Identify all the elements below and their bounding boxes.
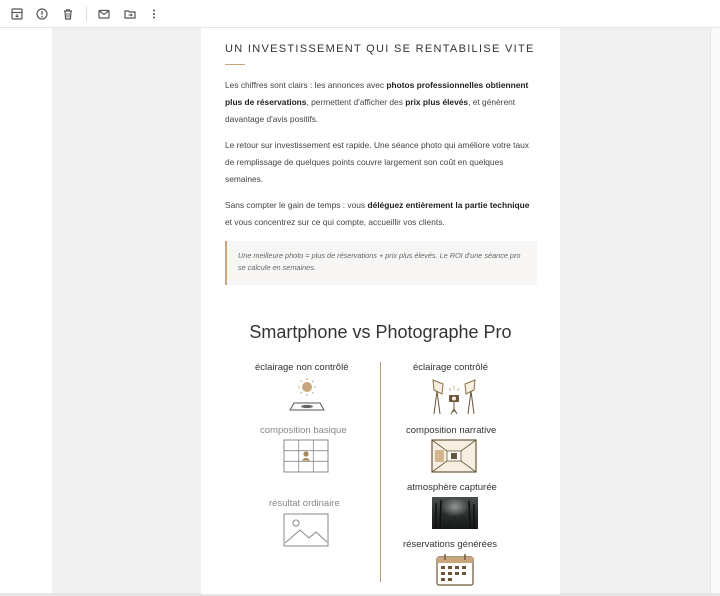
left-label-result: résultat ordinaire <box>269 498 340 509</box>
heading-accent-rule <box>225 64 245 65</box>
mark-unread-icon[interactable] <box>96 6 112 22</box>
booking-calendar-icon <box>435 553 475 587</box>
text-run: Sans compter le gain de temps : vous <box>225 200 368 210</box>
narrative-composition-icon <box>431 439 477 473</box>
right-label-bookings: réservations générées <box>403 539 497 550</box>
text-run: Les chiffres sont clairs : les annonces avec <box>225 80 387 90</box>
delete-icon[interactable] <box>60 6 76 22</box>
bold-run: déléguez entièrement la partie technique <box>367 200 530 210</box>
right-label-atmosphere: atmosphère capturée <box>407 482 497 493</box>
left-label-composition: composition basique <box>260 425 347 436</box>
image-placeholder-icon <box>283 513 329 547</box>
text-run: et vous concentrez sur ce qui compte, accueillir vos clients. <box>225 217 445 227</box>
paragraph-roi: Le retour sur investissement est rapide. Une séance photo qui améliore votre taux de remplissage de quelques points couvre largement son coût en quelques semaines. <box>225 140 529 184</box>
move-to-icon[interactable] <box>122 6 138 22</box>
highlight-quote: Une meilleure photo = plus de réservations + prix plus élevés. Le ROI d'une séance pro se calcule en semaines. <box>225 241 537 285</box>
email-body <box>201 28 560 594</box>
archive-icon[interactable] <box>9 6 25 22</box>
email-toolbar <box>0 0 720 28</box>
atmospheric-photo-icon <box>432 497 478 529</box>
infographic-title: Smartphone vs Photographe Pro <box>249 322 512 342</box>
more-options-icon[interactable] <box>146 6 162 22</box>
toolbar-separator <box>86 7 87 21</box>
bold-run: photos professionnelles obtiennent plus de réservations <box>225 80 529 107</box>
right-label-lighting: éclairage contrôlé <box>413 362 488 373</box>
report-spam-icon[interactable] <box>34 6 50 22</box>
paragraph-figures <box>225 77 537 128</box>
section-heading: UN INVESTISSEMENT QUI SE RENTABILISE VITE <box>225 43 535 55</box>
scrollbar[interactable] <box>710 28 720 594</box>
sun-lamp-icon <box>285 377 329 413</box>
left-label-lighting: éclairage non contrôlé <box>255 362 349 373</box>
comparison-infographic <box>201 306 560 594</box>
text-run: , permettent d'afficher des <box>306 97 406 107</box>
basic-grid-composition-icon <box>283 439 329 473</box>
bold-run: prix plus élevés <box>405 97 469 107</box>
right-label-composition: composition narrative <box>406 425 497 436</box>
paragraph-time-saving <box>225 197 537 231</box>
column-divider <box>380 362 381 582</box>
text-run: , et génèrent davantage d'avis positifs. <box>225 97 516 124</box>
studio-lights-icon <box>429 376 479 416</box>
